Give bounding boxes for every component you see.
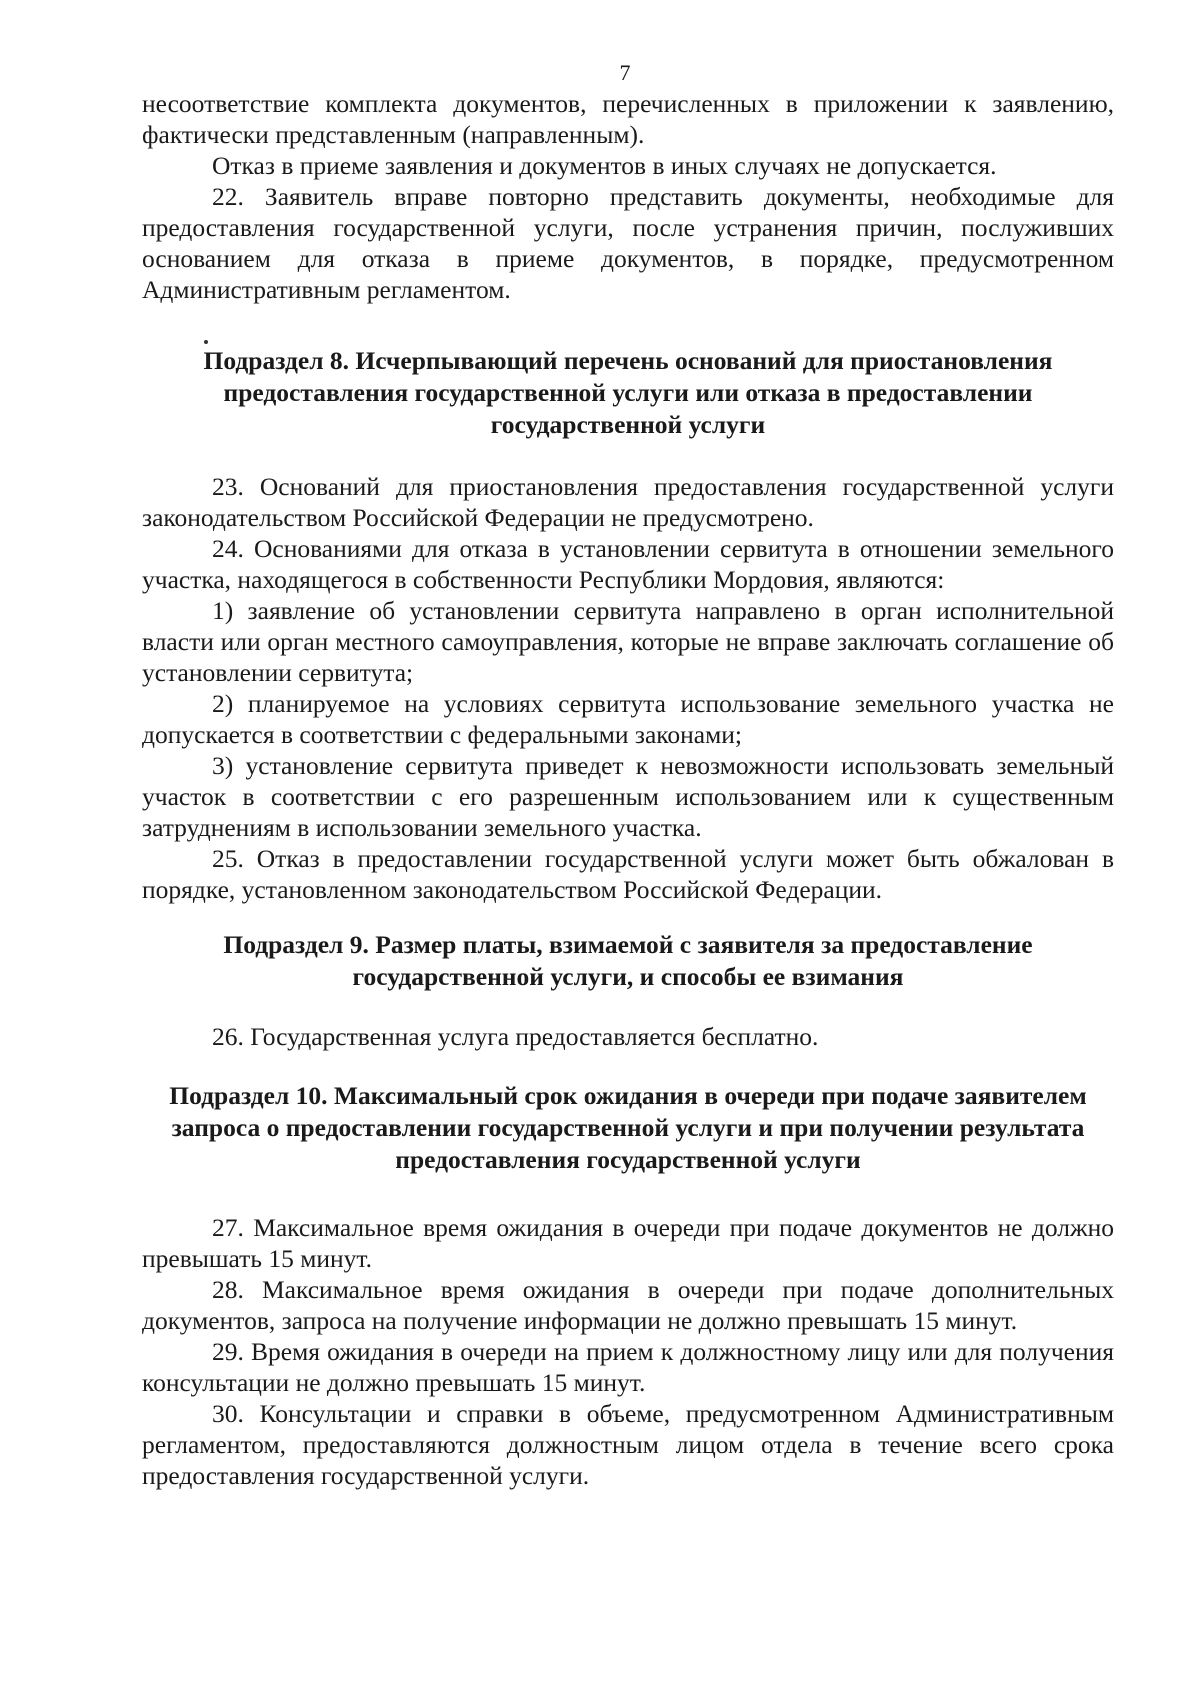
paragraph: 27. Максимальное время ожидания в очереди при подаче документов не должно превышать 15 минут. <box>142 1213 1114 1273</box>
paragraph: несоответствие комплекта документов, перечисленных в приложении к заявлению, фактически представленным (направленным). <box>142 89 1114 149</box>
document-body <box>142 88 1114 1491</box>
paragraph: 30. Консультации и справки в объеме, предусмотренном Административным регламентом, предоставляются должностным лицом отдела в течение всего срока предоставления государственной услуги. <box>142 1399 1114 1490</box>
paragraph: 25. Отказ в предоставлении государственной услуги может быть обжалован в порядке, установленном законодательством Российской Федерации. <box>142 844 1114 904</box>
list-item: 3) установление сервитута приведет к невозможности использовать земельный участок в соответствии с его разрешенным использованием или к существенным затруднениям в использовании земельного участка. <box>142 751 1114 842</box>
page-number: 7 <box>619 60 631 85</box>
paragraph: 24. Основаниями для отказа в установлении сервитута в отношении земельного участка, находящегося в собственности Республики Мордовия, являются: <box>142 534 1114 594</box>
paragraph: 23. Оснований для приостановления предоставления государственной услуги законодательством Российской Федерации не предусмотрено. <box>142 472 1114 532</box>
paragraph: 22. Заявитель вправе повторно представить документы, необходимые для предоставления государственной услуги, после устранения причин, послуживших основанием для отказа в приеме документов, в порядке, предусмотренном Административным регламентом. <box>142 182 1114 304</box>
section-heading-9: Подраздел 9. Размер платы, взимаемой с заявителя за предоставление государственной услуги, и способы ее взимания <box>223 930 1033 991</box>
section-heading-8: Подраздел 8. Исчерпывающий перечень оснований для приостановления предоставления государственной услуги или отказа в предоставлении государственной услуги <box>203 346 1053 439</box>
paragraph: 29. Время ожидания в очереди на прием к должностному лицу или для получения консультации не должно превышать 15 минут. <box>142 1337 1114 1397</box>
paragraph: 28. Максимальное время ожидания в очереди при подаче дополнительных документов, запроса на получение информации не должно превышать 15 минут. <box>142 1275 1114 1335</box>
paragraph: Отказ в приеме заявления и документов в иных случаях не допускается. <box>212 151 997 180</box>
list-item: 2) планируемое на условиях сервитута использование земельного участка не допускается в соответствии с федеральными законами; <box>142 689 1114 749</box>
list-item: 1) заявление об установлении сервитута направлено в орган исполнительной власти или орган местного самоуправления, которые не вправе заключать соглашение об установлении сервитута; <box>142 596 1114 687</box>
paragraph: 26. Государственная услуга предоставляется бесплатно. <box>212 1022 819 1051</box>
section-heading-10: Подраздел 10. Максимальный срок ожидания в очереди при подаче заявителем запроса о предоставлении государственной услуги и при получении результата предоставления государственной услуги <box>169 1081 1087 1174</box>
